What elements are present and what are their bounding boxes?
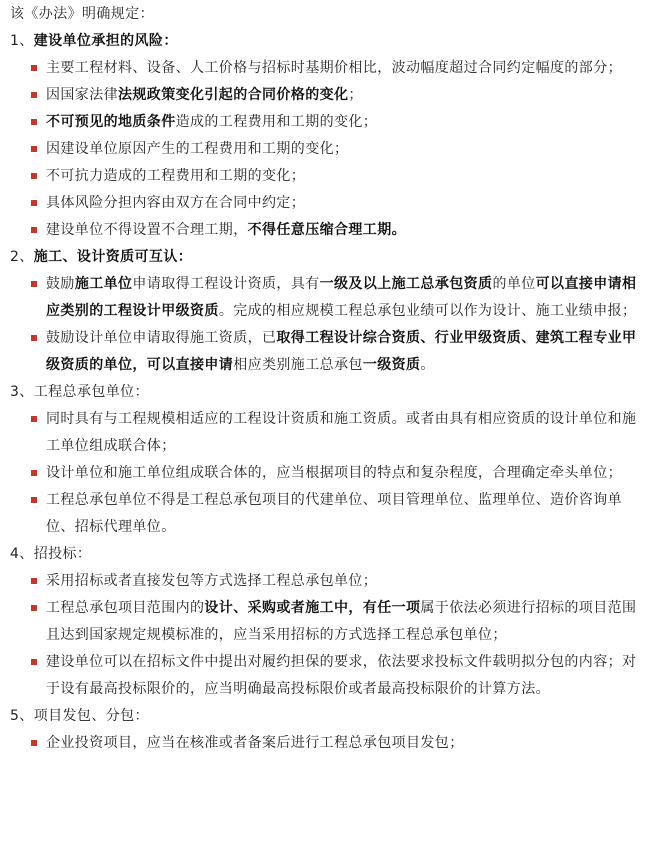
item-text: 同时具有与工程规模相适应的工程设计资质和施工资质。或者由具有相应资质的设计单位和施工单位组成联合体； xyxy=(46,411,637,454)
section-5 xyxy=(10,703,645,757)
emphasis-text: 不得任意压缩合理工期。 xyxy=(247,222,407,238)
emphasis-text: 不可预见的地质条件 xyxy=(46,114,176,130)
section-3 xyxy=(10,379,645,541)
section-number: 2、 xyxy=(10,249,34,265)
section-title xyxy=(10,28,645,55)
item-text: 工程总承包项目范围内的 xyxy=(46,600,205,616)
item-text: 申请取得工程设计资质，具有 xyxy=(132,276,320,292)
list-item xyxy=(31,136,645,163)
section-title-text: 工程总承包单位： xyxy=(33,384,149,400)
emphasis-text: 可以直接申请相应类别的工程设计甲级资质 xyxy=(46,276,637,319)
bullet-list xyxy=(10,271,645,379)
square-bullet-icon xyxy=(31,119,37,125)
list-item xyxy=(31,649,645,703)
item-text: 鼓励设计单位申请取得施工资质，已 xyxy=(46,330,277,346)
item-text: 企业投资项目，应当在核准或者备案后进行工程总承包项目发包； xyxy=(46,735,464,751)
list-item xyxy=(31,487,645,541)
bullet-list xyxy=(10,568,645,703)
square-bullet-icon xyxy=(31,335,37,341)
list-item xyxy=(31,109,645,136)
list-item xyxy=(31,595,645,649)
square-bullet-icon xyxy=(31,605,37,611)
section-number: 1、 xyxy=(10,33,34,49)
emphasis-text: 取得工程设计综合资质、行业甲级资质、建筑工程专业甲级资质的单位，可以直接申请 xyxy=(46,330,637,373)
list-item xyxy=(31,568,645,595)
section-title xyxy=(10,703,645,730)
section-number: 4、 xyxy=(10,546,34,562)
list-item xyxy=(31,163,645,190)
item-text: ； xyxy=(348,87,363,103)
list-item xyxy=(31,730,645,757)
square-bullet-icon xyxy=(31,173,37,179)
item-text: 采用招标或者直接发包等方式选择工程总承包单位； xyxy=(46,573,378,589)
list-item xyxy=(31,190,645,217)
item-text: 设计单位和施工单位组成联合体的，应当根据项目的特点和复杂程度，合理确定牵头单位； xyxy=(46,465,622,481)
square-bullet-icon xyxy=(31,200,37,206)
section-title-text: 施工、设计资质可互认： xyxy=(33,249,193,265)
section-number: 3、 xyxy=(10,384,34,400)
square-bullet-icon xyxy=(31,659,37,665)
item-text: 属于依法必须进行招标的项目范围且达到国家规定规模标准的，应当采用招标的方式选择工程总承包单位； xyxy=(46,600,637,643)
item-text: 相应类别施工总承包 xyxy=(233,357,363,373)
square-bullet-icon xyxy=(31,92,37,98)
square-bullet-icon xyxy=(31,65,37,71)
list-item xyxy=(31,271,645,325)
item-text: 建设单位不得设置不合理工期， xyxy=(46,222,248,238)
emphasis-text: 施工单位 xyxy=(74,276,133,292)
item-text: 鼓励 xyxy=(46,276,75,292)
emphasis-text: 法规政策变化引起的合同价格的变化 xyxy=(118,87,349,103)
list-item xyxy=(31,460,645,487)
sections-container xyxy=(10,28,645,757)
list-item xyxy=(31,325,645,379)
square-bullet-icon xyxy=(31,416,37,422)
emphasis-text: 一级及以上施工总承包资质 xyxy=(319,276,493,292)
square-bullet-icon xyxy=(31,146,37,152)
section-1 xyxy=(10,28,645,244)
intro-text: 该《办法》明确规定： xyxy=(10,6,154,22)
section-title-text: 建设单位承担的风险： xyxy=(33,33,178,49)
section-title xyxy=(10,541,645,568)
item-text: 因国家法律 xyxy=(46,87,118,103)
square-bullet-icon xyxy=(31,227,37,233)
item-text: 具体风险分担内容由双方在合同中约定； xyxy=(46,195,306,211)
item-text: 不可抗力造成的工程费用和工期的变化； xyxy=(46,168,306,184)
item-text: 建设单位可以在招标文件中提出对履约担保的要求，依法要求投标文件载明拟分包的内容；对于设有最高投标限价的，应当明确最高投标限价或者最高投标限价的计算方法。 xyxy=(46,654,637,697)
item-text: 的单位 xyxy=(492,276,536,292)
square-bullet-icon xyxy=(31,497,37,503)
section-4 xyxy=(10,541,645,703)
list-item xyxy=(31,406,645,460)
square-bullet-icon xyxy=(31,470,37,476)
section-number: 5、 xyxy=(10,708,34,724)
item-text: 。完成的相应规模工程总承包业绩可以作为设计、施工业绩申报； xyxy=(218,303,637,319)
emphasis-text: 一级资质 xyxy=(362,357,421,373)
bullet-list xyxy=(10,406,645,541)
list-item xyxy=(31,55,645,82)
item-text: 工程总承包单位不得是工程总承包项目的代建单位、项目管理单位、监理单位、造价咨询单位、招标代理单位。 xyxy=(46,492,622,535)
item-text: 因建设单位原因产生的工程费用和工期的变化； xyxy=(46,141,349,157)
list-item xyxy=(31,82,645,109)
section-2 xyxy=(10,244,645,379)
item-text: 。 xyxy=(420,357,435,373)
section-title-text: 项目发包、分包： xyxy=(33,708,149,724)
item-text: 造成的工程费用和工期的变化； xyxy=(175,114,378,130)
emphasis-text: 设计、采购或者施工中，有任一项 xyxy=(204,600,421,616)
section-title-text: 招投标： xyxy=(33,546,92,562)
list-item xyxy=(31,217,645,244)
item-text: 主要工程材料、设备、人工价格与招标时基期价相比，波动幅度超过合同约定幅度的部分； xyxy=(46,60,622,76)
bullet-list xyxy=(10,55,645,244)
square-bullet-icon xyxy=(31,578,37,584)
section-title xyxy=(10,244,645,271)
section-title xyxy=(10,379,645,406)
square-bullet-icon xyxy=(31,281,37,287)
bullet-list xyxy=(10,730,645,757)
square-bullet-icon xyxy=(31,740,37,746)
